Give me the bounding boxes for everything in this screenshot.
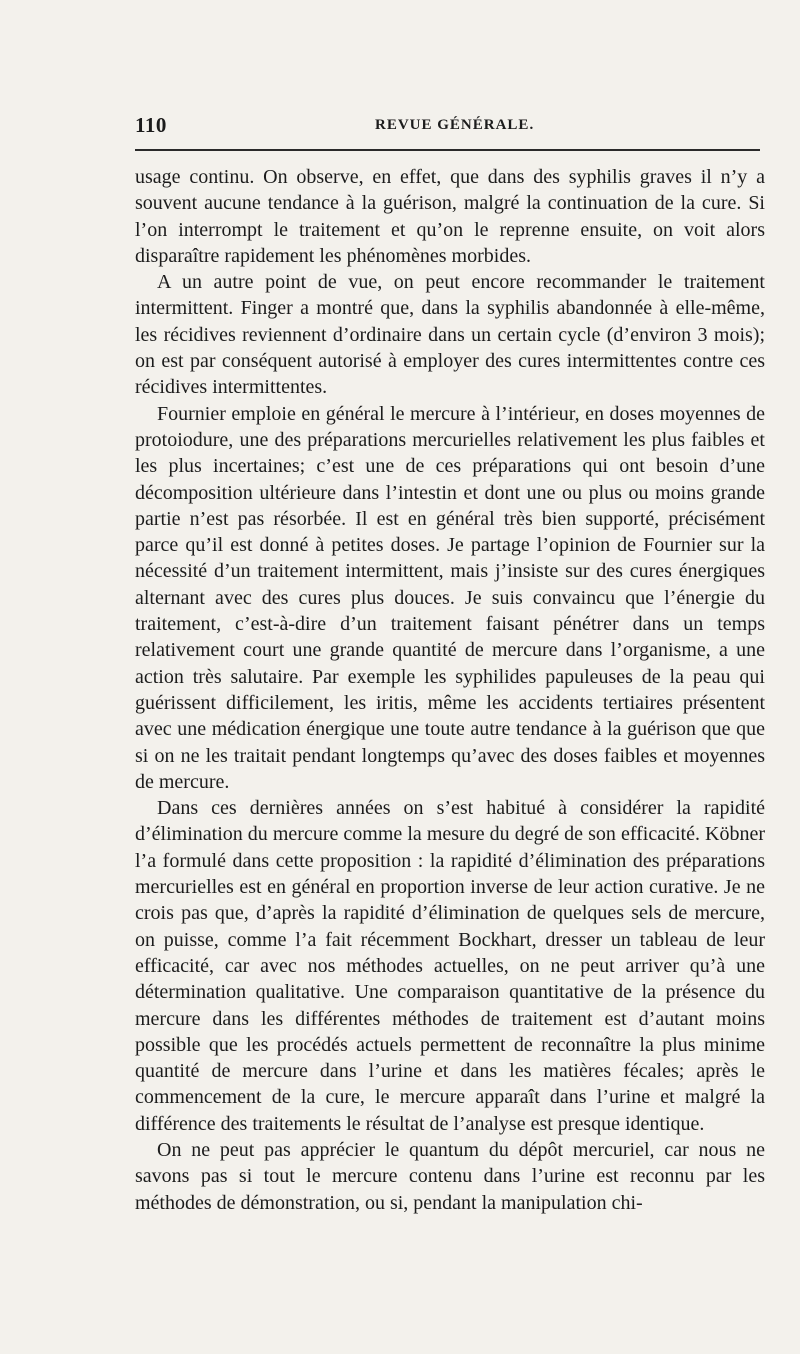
running-head: REVUE GÉNÉRALE. [375, 117, 535, 133]
paragraph: Dans ces dernières années on s’est habitué à considérer la rapidité d’élimination du mercure comme la mesure du degré de son efficacité. Köbner l’a formulé dans cette proposition : la rapidité d’élimination des préparations mercurielles est en général en proportion inverse de leur action curative. Je ne crois pas que, d’après la rapidité d’élimination de quelques sels de mercure, on puisse, comme l’a fait récemment Bockhart, dresser un tableau de leur efficacité, car avec nos méthodes actuelles, on ne peut arriver qu’à une détermination qualitative. Une comparaison quantitative de la présence du mercure dans les différentes méthodes de traitement est d’autant moins possible que les procédés actuels permettent de reconnaître la plus minime quantité de mercure dans l’urine et dans les matières fécales; après le commencement de la cure, le mercure apparaît dans l’urine et malgré la différence des traitements le résultat de l’analyse est presque identique. [135, 797, 765, 1135]
paragraph: A un autre point de vue, on peut encore recommander le traitement intermittent. Finger a montré que, dans la syphilis abandonnée à elle-même, les récidives reviennent d’ordinaire dans un certain cycle (d’environ 3 mois); on est par conséquent autorisé à employer des cures intermittentes contre ces récidives intermittentes. [135, 271, 765, 399]
page-number: 110 [135, 113, 167, 137]
paragraph: Fournier emploie en général le mercure à l’intérieur, en doses moyennes de protoiodure, une des préparations mercurielles relativement les plus faibles et les plus incertaines; c’est une de ces préparations qui ont besoin d’une décomposition ultérieure dans l’intestin et dont une ou plus ou moins grande partie n’est pas résorbée. Il est en général très bien supporté, précisément parce qu’il est donné à petites doses. Je partage l’opinion de Fournier sur la nécessité d’un traitement intermittent, mais j’insiste sur des cures énergiques alternant avec des cures plus douces. Je suis convaincu que l’énergie du traitement, c’est-à-dire d’un traitement faisant pénétrer dans un temps relativement court une grande quantité de mercure dans l’organisme, a une action très salutaire. Par exemple les syphilides papuleuses de la peau qui guérissent difficilement, les iritis, même les accidents tertiaires présentent avec une médication énergique une toute autre tendance à la guérison que que si on ne les traitait pendant longtemps qu’avec des doses faibles et moyennes de mercure. [135, 402, 765, 793]
header-rule [135, 149, 760, 151]
paragraph-continuation: usage continu. On observe, en effet, que dans des syphilis graves il n’y a souvent aucune tendance à la guérison, malgré la continuation de la cure. Si l’on interrompt le traitement et qu’on le reprenne ensuite, on voit alors disparaître rapidement les phénomènes morbides. [135, 166, 765, 267]
paragraph: On ne peut pas apprécier le quantum du dépôt mercuriel, car nous ne savons pas si tout le mercure contenu dans l’urine est reconnu par les méthodes de démonstration, ou si, pendant la manipulation chi- [135, 1138, 765, 1214]
page-header [135, 113, 760, 139]
body-text [135, 164, 765, 1216]
